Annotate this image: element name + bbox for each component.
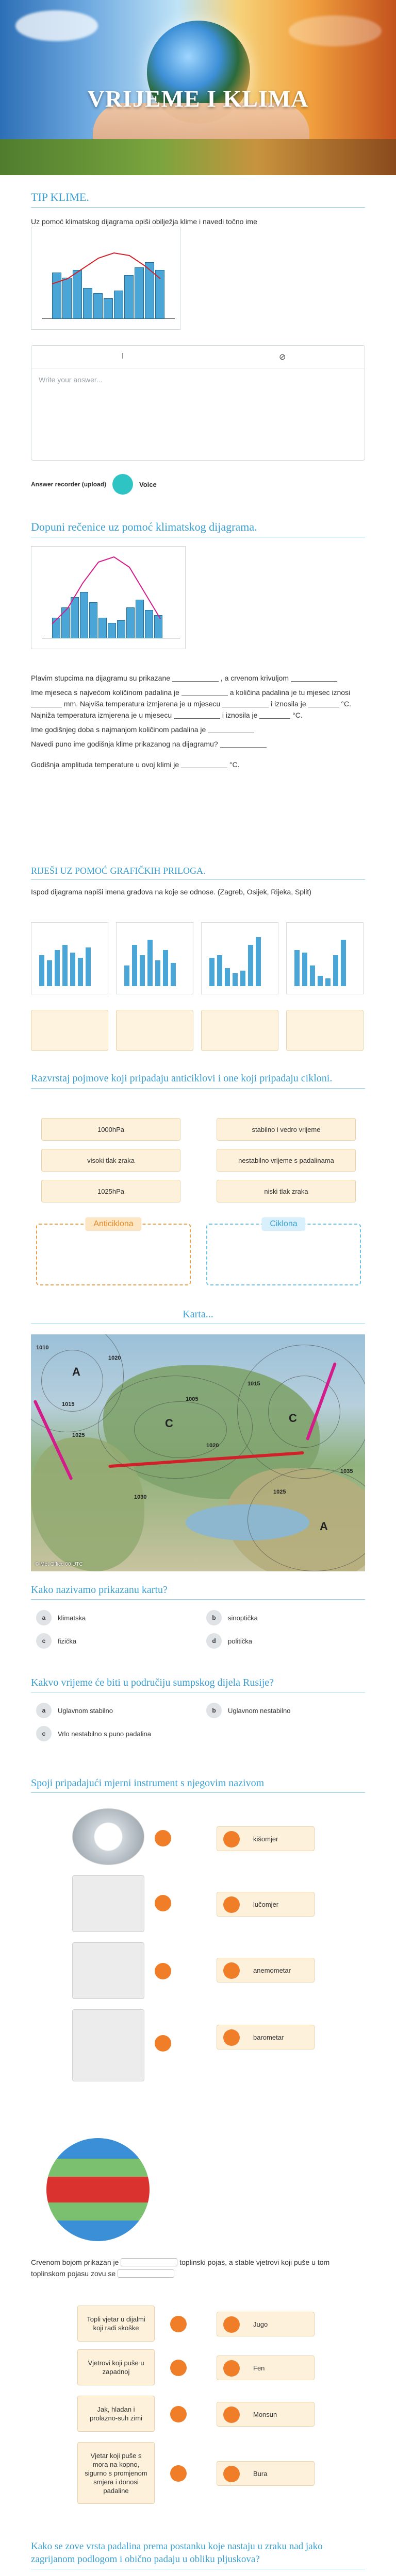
connector-dot[interactable] [170,2406,187,2422]
pressure-value: 1020 [108,1355,121,1361]
option-badge: c [36,1726,52,1741]
section-title: RIJEŠI UZ POMOĆ GRAFIČKIH PRILOGA. [31,866,206,876]
category-label: Ciklona [261,1217,305,1231]
city-chart-1 [31,922,108,994]
wind-name[interactable] [217,2402,315,2427]
connector-dot[interactable] [155,1963,171,1979]
blank-input[interactable] [118,2269,174,2278]
section-fill-diagram [31,520,365,537]
pressure-value: 1015 [248,1381,260,1387]
link-button[interactable]: ⊘ [279,353,286,362]
bar [310,965,315,986]
zone-band [46,2159,150,2177]
divider [31,879,365,880]
blank-input[interactable] [308,700,339,707]
bar [163,950,168,986]
connector-dot[interactable] [155,1895,171,1911]
wind-description[interactable]: Vjetrovi koji puše u zapadnoj [77,2349,155,2385]
section-map-type [31,1584,365,1600]
connector-dot[interactable] [223,2466,240,2482]
sentence [31,759,365,770]
thermal-zones-globe [46,2138,150,2241]
connector-dot[interactable] [170,2360,187,2376]
section-title: Dopuni rečenice uz pomoć klimatskog dijagrama. [31,520,257,533]
answer-box [31,345,365,461]
sort-item[interactable]: visoki tlak zraka [41,1149,180,1172]
zone-band [46,2202,150,2221]
blank-input[interactable] [181,761,227,768]
section-title: Spoji pripadajući mjerni instrument s njegovim nazivom [31,1777,265,1789]
bar [240,971,245,986]
option-badge: d [206,1633,222,1649]
connector-dot[interactable] [223,2316,240,2333]
bar [132,945,137,986]
bar [124,965,129,986]
blank-input[interactable] [222,700,269,707]
bar [86,947,91,986]
bar [209,958,214,986]
option-badge: b [206,1703,222,1718]
city-answer-drop[interactable] [116,1010,193,1051]
barometer-image [72,1808,144,1865]
bar [140,955,145,986]
answer-textarea[interactable]: Write your answer... [39,376,103,384]
sentence-text: °C. Najniža temperatura izmjerena je u mjesecu [31,700,351,719]
synoptic-map [31,1334,365,1571]
sentence-text: i iznosila je [222,711,258,719]
option-b[interactable] [206,1610,258,1625]
section-title: Karta... [183,1309,213,1320]
thermometer-image [72,1942,144,1999]
sentence-text: mm. Najviša temperatura izmjerena je u mjesecu [63,700,221,708]
zone-band [46,2177,150,2202]
bar [155,960,160,986]
blank-input[interactable] [182,689,228,696]
wind-description[interactable]: Jak, hladan i prolazno-suh zimi [77,2396,155,2432]
bar [171,963,176,986]
section-graphs [31,866,365,897]
instrument-name[interactable] [217,1892,315,1917]
section-title: Razvrstaj pojmove koji pripadaju anticiklovi i one koji pripadaju cikloni. [31,1073,333,1084]
divider [31,207,365,208]
bar [47,960,52,986]
instrument-name[interactable] [217,1826,315,1851]
pressure-value: 1005 [186,1396,199,1402]
hero-banner [0,0,396,175]
wind-name[interactable] [217,2312,315,2336]
option-text: fizička [58,1637,77,1645]
bar [55,950,60,986]
bar [217,955,222,986]
wind-label: Monsun [253,2410,277,2418]
option-text: politička [228,1637,252,1645]
bar [62,945,68,986]
option-a[interactable] [36,1610,86,1625]
voice-label: Voice [139,480,157,488]
bar [233,973,238,986]
bar [70,953,75,986]
option-text: klimatska [58,1614,86,1622]
bar [333,955,338,986]
section-title: Kako se zove vrsta padalina prema postanku koje nastaju u zraku nad jako zagrijanom podlogom i obično padaju u obliku pljuskova? [31,2541,323,2565]
cyclone-drop-zone[interactable] [206,1219,361,1285]
divider [31,1792,365,1793]
pressure-value: 1020 [206,1443,219,1449]
pressure-label: C [289,1412,297,1425]
section-precip-type [31,2540,365,2569]
pressure-label: C [165,1417,173,1430]
instrument-label: lučomjer [253,1900,279,1908]
divider [31,1599,365,1600]
sentence-text: Plavim stupcima na dijagramu su prikazane [31,674,171,682]
voice-record-button[interactable] [112,474,133,495]
city-chart-2 [116,922,193,994]
sort-item[interactable]: stabilno i vedro vrijeme [217,1118,356,1141]
connector-dot[interactable] [155,1830,171,1846]
pressure-label: A [72,1365,80,1378]
climate-diagram-2 [31,546,186,649]
blank-input[interactable] [291,674,337,682]
zone-band [46,2221,150,2241]
cloud [15,10,98,41]
blank-input[interactable] [259,711,290,719]
city-chart-4 [286,922,364,994]
sentence [31,672,365,684]
wind-label: Fen [253,2364,265,2372]
sentence-text: °C. [229,760,240,769]
instrument-label: barometar [253,2033,284,2041]
voice-recorder [31,474,157,495]
bar [147,940,153,986]
section-instruments [31,1777,365,1793]
option-b[interactable] [206,1703,290,1718]
connector-dot[interactable] [223,2406,240,2423]
isobar [268,1376,340,1448]
bar [225,968,230,986]
sentence [31,738,365,750]
option-text: Uglavnom stabilno [58,1706,113,1715]
blank-input[interactable] [174,711,220,719]
pressure-label: A [320,1520,328,1533]
section-cyclone-sort [31,1072,365,1089]
pressure-value: 1030 [134,1494,147,1500]
answer-recorder-label: Answer recorder (upload) [31,481,107,488]
map-credit: © Met Office 00 UTC [35,1562,83,1567]
isobar [134,1401,227,1458]
anticyclone-drop-zone[interactable] [36,1219,191,1285]
question-prompt: Ispod dijagrama napiši imena gradova na koje se odnose. (Zagreb, Osijek, Rijeka, Split) [31,888,311,896]
zone-band [46,2138,150,2159]
option-text: Vrlo nestabilno s puno padalina [58,1730,151,1738]
bar [78,958,83,986]
rain-gauge-image [72,1875,144,1932]
connector-dot[interactable] [223,1831,240,1848]
connector-dot[interactable] [170,2465,187,2482]
fill-sentences [31,672,365,770]
connector-dot[interactable] [223,2029,240,2046]
option-c[interactable] [36,1633,76,1649]
blank-input[interactable] [31,700,62,707]
map-heading [0,1309,396,1324]
editor-toolbar [31,346,365,368]
anemometer-image [72,2009,144,2081]
connector-dot[interactable] [223,1896,240,1913]
bar [39,955,44,986]
pressure-value: 1025 [72,1432,85,1438]
option-badge: a [36,1703,52,1718]
wind-label: Bura [253,2469,268,2478]
option-text: sinoptička [228,1614,258,1622]
option-a[interactable] [36,1703,113,1718]
bar [294,950,300,986]
sentence [31,724,365,735]
sort-item[interactable]: nestabilno vrijeme s padalinama [217,1149,356,1172]
bar [256,937,261,986]
section-title: Kako nazivamo prikazanu kartu? [31,1584,168,1596]
sort-item[interactable]: niski tlak zraka [217,1180,356,1202]
option-c[interactable] [36,1726,160,1741]
option-text: Uglavnom nestabilno [228,1706,291,1715]
pressure-value: 1035 [340,1468,353,1475]
bar [318,976,323,986]
zone-sentence [31,2257,365,2279]
connector-dot[interactable] [223,2360,240,2377]
bar [302,953,307,986]
option-d[interactable] [206,1633,252,1649]
city-chart-3 [201,922,278,994]
connector-dot[interactable] [223,1962,240,1979]
instrument-label: kišomjer [253,1835,278,1843]
sentence-text: Godišnja amplituda temperature u ovoj klimi je [31,760,179,769]
cloud [289,15,382,46]
section-russia-weather [31,1677,365,1692]
wind-label: Jugo [253,2320,268,2328]
ground-image [0,139,396,175]
wind-name[interactable] [217,2461,315,2486]
pressure-value: 1015 [62,1401,75,1408]
section-title: TIP KLIME. [31,191,89,204]
pressure-value: 1025 [273,1489,286,1495]
option-badge: c [36,1633,52,1649]
sentence-text: toplinski pojas, a stable vjetrovi koji puše u tom toplinskom pojasu zovu se [31,2258,330,2278]
page-title: VRIJEME I KLIMA [87,86,309,112]
italic-button[interactable]: I [122,352,124,361]
sentence-text: Navedi puno ime godišnja klime prikazanog na dijagramu? [31,740,218,748]
question-prompt: Uz pomoć klimatskog dijagrama opiši obilježja klime i navedi točno ime [31,217,257,226]
category-label: Anticiklona [85,1217,141,1231]
option-badge: b [206,1610,222,1625]
section-title: Kakvo vrijeme će biti u područiju sumpskog dijela Rusije? [31,1677,274,1688]
instrument-name[interactable] [217,2025,315,2049]
sort-item[interactable]: 1000hPa [41,1118,180,1141]
city-answer-drop[interactable] [31,1010,108,1051]
sentence-text: Ime mjeseca s najvećom količinom padalina je [31,688,179,697]
wind-description[interactable]: Vjetar koji puše s mora na kopno, sigurno s promjenom smjera i donosi padaline [77,2442,155,2504]
city-answer-drop[interactable] [286,1010,364,1051]
connector-dot[interactable] [155,2035,171,2052]
sentence-text: i iznosila je [271,700,306,708]
blank-input[interactable] [121,2258,177,2266]
temperature-curve [31,227,181,330]
sentence-text: Ime godišnjeg doba s najmanjom količinom padalina je [31,725,206,734]
sort-item[interactable]: 1025hPa [41,1180,180,1202]
option-badge: a [36,1610,52,1625]
instrument-label: anemometar [253,1966,291,1974]
pressure-value: 1010 [36,1345,49,1351]
climate-diagram [31,227,180,330]
temperature-curve [31,547,186,650]
sentence-text: a količina padalina je tu mjesec iznosi [229,688,351,697]
bar [248,945,253,986]
blank-input[interactable] [208,726,254,733]
wind-name[interactable] [217,2355,315,2380]
wind-description[interactable]: Topli vjetar u dijalmi koji radi skoške [77,2306,155,2342]
sentence-text: Crvenom bojom prikazan je [31,2258,119,2266]
sentence-text: °C. [292,711,303,719]
city-answer-drop[interactable] [201,1010,278,1051]
bar [341,940,346,986]
divider [31,1088,365,1089]
blank-input[interactable] [220,740,267,748]
connector-dot[interactable] [170,2316,187,2332]
instrument-name[interactable] [217,1958,315,1982]
sentence-text: , a crvenom krivuljom [220,674,289,682]
blank-input[interactable] [172,674,219,682]
sentence [31,687,365,721]
bar [325,978,331,986]
